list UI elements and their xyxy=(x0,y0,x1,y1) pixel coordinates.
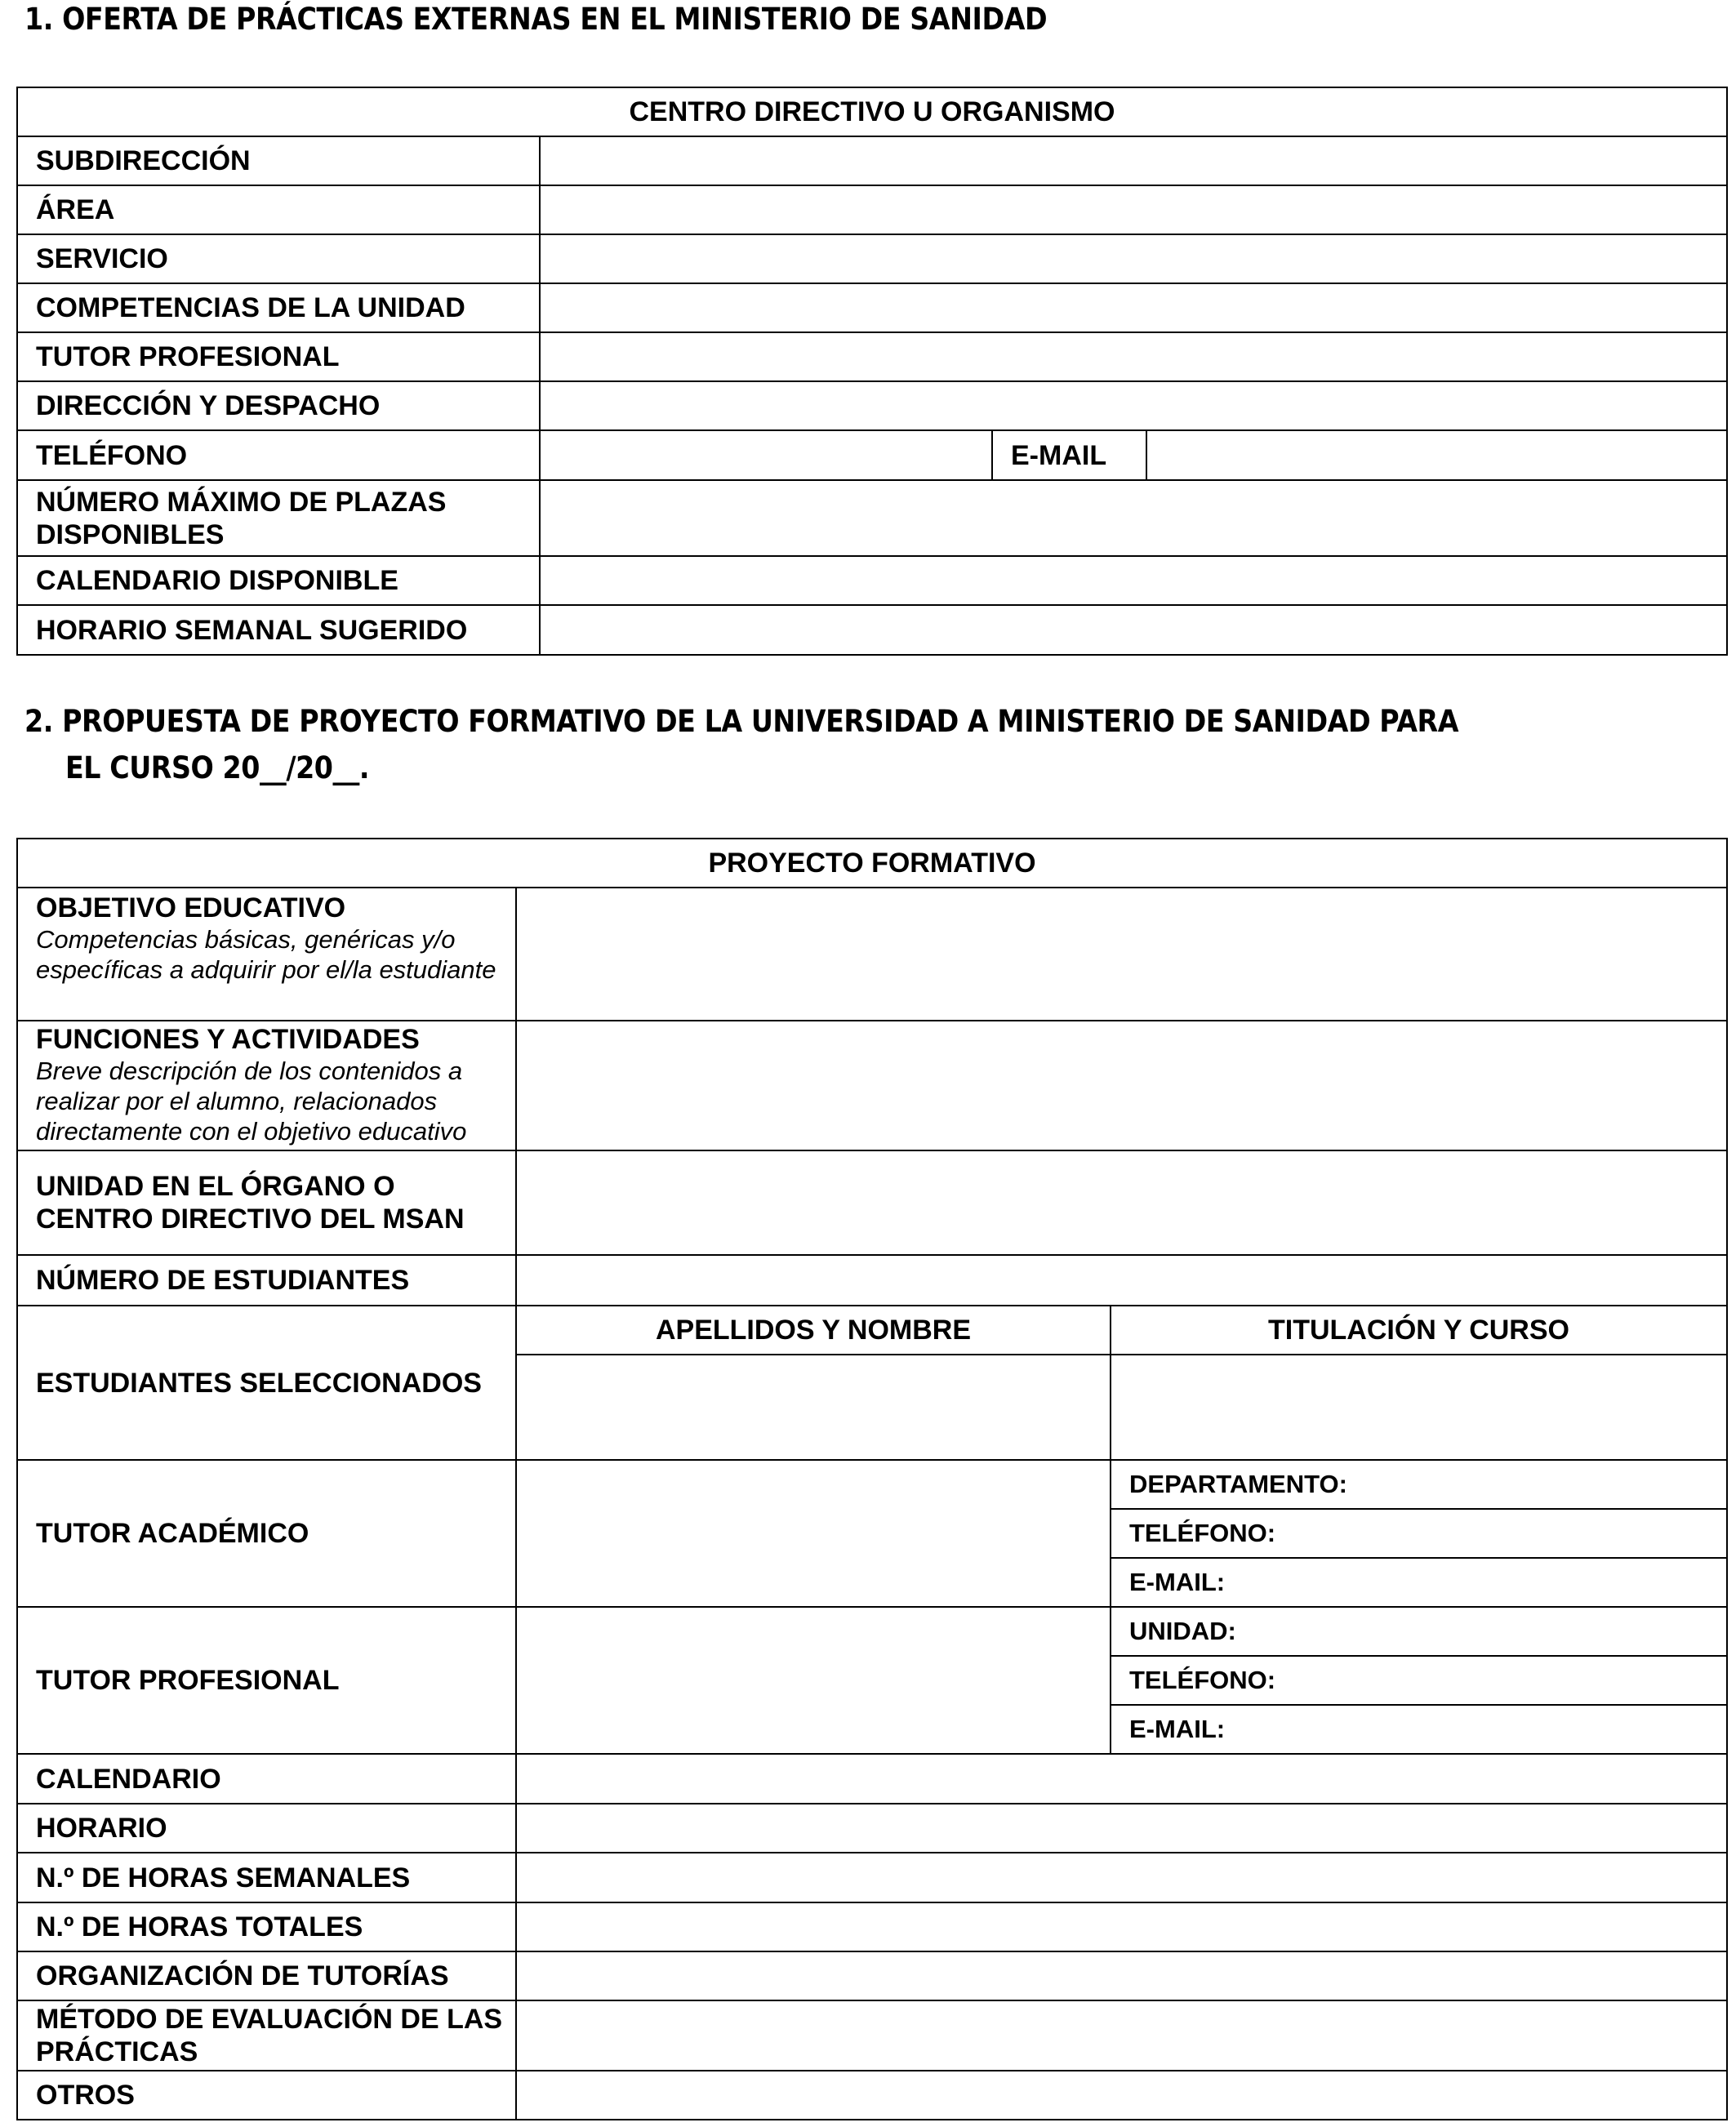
tutor-profesional-unidad[interactable]: UNIDAD: xyxy=(1111,1607,1727,1656)
table-row xyxy=(17,1804,1727,1853)
table-row xyxy=(17,381,1727,430)
row-input[interactable] xyxy=(516,2000,1727,2071)
table-row xyxy=(17,1853,1727,1902)
objetivo-desc: Competencias básicas, genéricas y/o específicas a adquirir por el/la estudiante xyxy=(36,925,496,984)
section2-title-line2: EL CURSO 20__/20__. xyxy=(65,750,370,785)
funciones-desc: Breve descripción de los contenidos a realizar por el alumno, relacionados directamente con el objetivo educativo xyxy=(36,1057,467,1146)
funciones-label-cell xyxy=(17,1021,516,1150)
table-header: PROYECTO FORMATIVO xyxy=(17,839,1727,888)
row-label: CALENDARIO xyxy=(17,1754,516,1804)
row-input[interactable] xyxy=(540,480,1727,556)
row-input[interactable] xyxy=(540,605,1727,655)
table-row xyxy=(17,480,1727,556)
row-input[interactable] xyxy=(540,185,1727,234)
table-row xyxy=(17,234,1727,283)
table-row xyxy=(17,605,1727,655)
num-estudiantes-label: NÚMERO DE ESTUDIANTES xyxy=(17,1255,516,1306)
row-label: COMPETENCIAS DE LA UNIDAD xyxy=(17,283,540,332)
email-input[interactable] xyxy=(1146,430,1727,480)
tutor-profesional-label: TUTOR PROFESIONAL xyxy=(17,1607,516,1754)
table-row xyxy=(17,1754,1727,1804)
row-input[interactable] xyxy=(516,1951,1727,2000)
row-input[interactable] xyxy=(516,2071,1727,2120)
table-row xyxy=(17,332,1727,381)
row-label: HORARIO xyxy=(17,1804,516,1853)
row-label: N.º DE HORAS SEMANALES xyxy=(17,1853,516,1902)
num-estudiantes-input[interactable] xyxy=(516,1255,1727,1306)
section2-title-line1: 2. PROPUESTA DE PROYECTO FORMATIVO DE LA UNIVERSIDAD A MINISTERIO DE SANIDAD PARA xyxy=(24,704,1459,739)
row-label: NÚMERO MÁXIMO DE PLAZAS DISPONIBLES xyxy=(17,480,540,556)
row-input[interactable] xyxy=(516,1902,1727,1951)
row-input[interactable] xyxy=(516,1804,1727,1853)
objetivo-label-cell xyxy=(17,888,516,1021)
funciones-label: FUNCIONES Y ACTIVIDADES xyxy=(36,1024,420,1055)
table-row xyxy=(17,556,1727,605)
unidad-label: UNIDAD EN EL ÓRGANO O CENTRO DIRECTIVO DEL MSAN xyxy=(17,1150,516,1255)
objetivo-input[interactable] xyxy=(516,888,1727,1021)
row-input[interactable] xyxy=(540,381,1727,430)
table-row xyxy=(17,136,1727,185)
section1-title: 1. OFERTA DE PRÁCTICAS EXTERNAS EN EL MINISTERIO DE SANIDAD xyxy=(24,2,1048,37)
row-label: SUBDIRECCIÓN xyxy=(17,136,540,185)
training-project-table xyxy=(16,838,1728,2120)
tutor-profesional-telefono[interactable]: TELÉFONO: xyxy=(1111,1656,1727,1705)
tutor-profesional-email[interactable]: E-MAIL: xyxy=(1111,1705,1727,1754)
table-row xyxy=(17,1902,1727,1951)
row-input[interactable] xyxy=(540,556,1727,605)
row-label: ÁREA xyxy=(17,185,540,234)
col-titulacion-header: TITULACIÓN Y CURSO xyxy=(1111,1306,1727,1355)
row-input[interactable] xyxy=(540,234,1727,283)
table-row xyxy=(17,283,1727,332)
tutor-academico-telefono[interactable]: TELÉFONO: xyxy=(1111,1509,1727,1558)
table-row xyxy=(17,185,1727,234)
tutor-academico-departamento[interactable]: DEPARTAMENTO: xyxy=(1111,1460,1727,1509)
row-input[interactable] xyxy=(540,283,1727,332)
tutor-profesional-input[interactable] xyxy=(516,1607,1111,1754)
table-row xyxy=(17,1951,1727,2000)
row-input[interactable] xyxy=(516,1853,1727,1902)
tutor-academico-input[interactable] xyxy=(516,1460,1111,1607)
row-label: DIRECCIÓN Y DESPACHO xyxy=(17,381,540,430)
objetivo-label: OBJETIVO EDUCATIVO xyxy=(36,892,346,923)
row-label: OTROS xyxy=(17,2071,516,2120)
phone-label: TELÉFONO xyxy=(17,430,540,480)
table-row xyxy=(17,430,1727,480)
row-label: N.º DE HORAS TOTALES xyxy=(17,1902,516,1951)
row-label: SERVICIO xyxy=(17,234,540,283)
unidad-input[interactable] xyxy=(516,1150,1727,1255)
row-input[interactable] xyxy=(516,1754,1727,1804)
row-input[interactable] xyxy=(540,136,1727,185)
estudiante-nombre-input[interactable] xyxy=(516,1355,1111,1460)
row-input[interactable] xyxy=(540,332,1727,381)
row-label: CALENDARIO DISPONIBLE xyxy=(17,556,540,605)
row-label: ORGANIZACIÓN DE TUTORÍAS xyxy=(17,1951,516,2000)
email-label: E-MAIL xyxy=(992,430,1146,480)
row-label: HORARIO SEMANAL SUGERIDO xyxy=(17,605,540,655)
col-nombre-header: APELLIDOS Y NOMBRE xyxy=(516,1306,1111,1355)
offer-table xyxy=(16,87,1728,656)
table-row xyxy=(17,2071,1727,2120)
row-label: MÉTODO DE EVALUACIÓN DE LAS PRÁCTICAS xyxy=(17,2000,516,2071)
tutor-academico-label: TUTOR ACADÉMICO xyxy=(17,1460,516,1607)
table-header: CENTRO DIRECTIVO U ORGANISMO xyxy=(17,87,1727,136)
tutor-academico-email[interactable]: E-MAIL: xyxy=(1111,1558,1727,1607)
funciones-input[interactable] xyxy=(516,1021,1727,1150)
table-row xyxy=(17,2000,1727,2071)
estudiantes-label: ESTUDIANTES SELECCIONADOS xyxy=(17,1306,516,1460)
estudiante-titulacion-input[interactable] xyxy=(1111,1355,1727,1460)
row-label: TUTOR PROFESIONAL xyxy=(17,332,540,381)
phone-input[interactable] xyxy=(540,430,992,480)
